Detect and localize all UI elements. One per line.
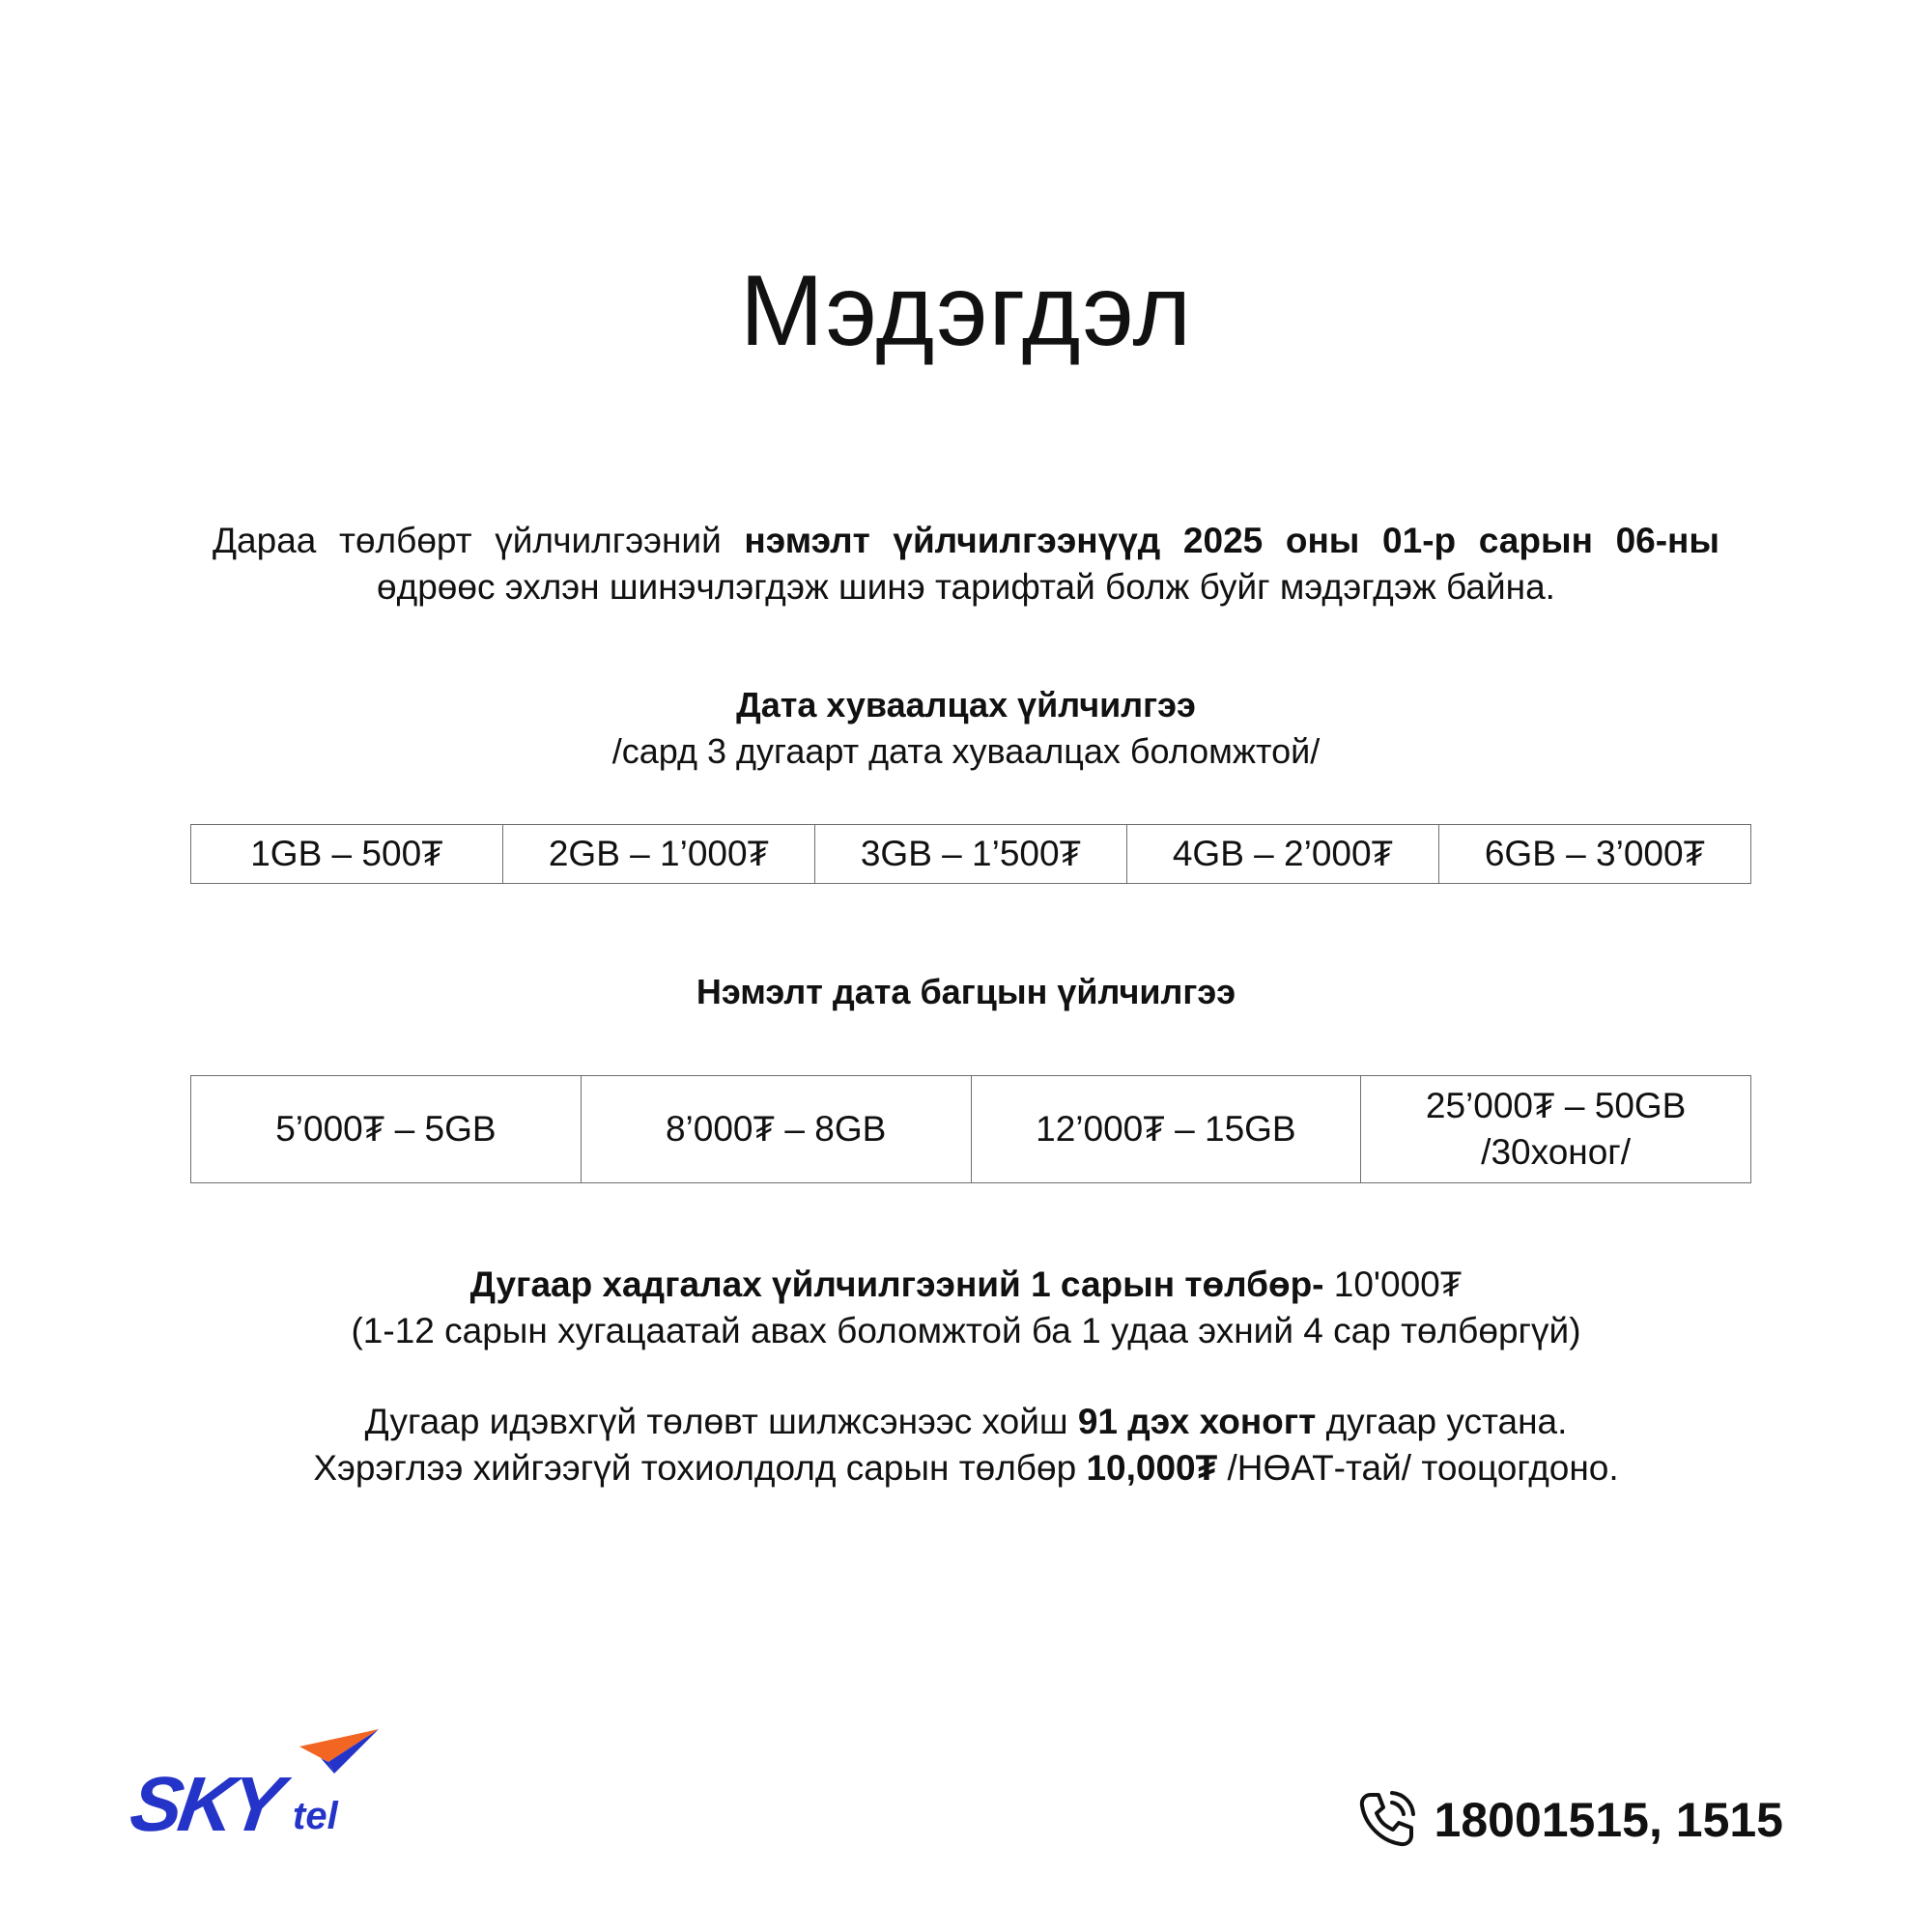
data-share-cell: 2GB – 1’000₮ [503, 825, 815, 884]
data-pack-cell [191, 1076, 582, 1183]
data-share-cell: 4GB – 2’000₮ [1127, 825, 1439, 884]
data-share-subtitle: /сард 3 дугаарт дата хуваалцах боломжтой/ [611, 731, 1321, 771]
number-keep-note: (1-12 сарын хугацаатай авах боломжтой ба 1 удаа эхний 4 сар төлбөргүй) [351, 1311, 1581, 1350]
number-keep-price: 10'000₮ [1323, 1264, 1463, 1304]
intro-line-1 [213, 518, 1719, 564]
data-share-title: Дата хуваалцах үйлчилгээ [736, 685, 1196, 724]
inactive-text: дугаар устана. [1316, 1402, 1568, 1441]
skytel-logo [125, 1729, 383, 1847]
phone-icon [1355, 1789, 1417, 1851]
pack-price: 12’000₮ – 15GB [1036, 1109, 1296, 1149]
data-pack-title: Нэмэлт дата багцын үйлчилгээ [696, 972, 1236, 1011]
paper-plane-icon [299, 1729, 379, 1774]
intro-line-2: өдрөөс эхлэн шинэчлэгдэж шинэ тарифтай болж буйг мэдэгдэж байна. [377, 567, 1555, 607]
data-pack-cell [971, 1076, 1361, 1183]
page-title: Мэдэгдэл [739, 255, 1193, 367]
inactive-text: Хэрэглээ хийгээгүй тохиолдолд сарын төлбөр [313, 1448, 1087, 1488]
inactive-fee: 10,000₮ [1086, 1448, 1218, 1488]
data-share-table [190, 824, 1751, 884]
inactive-block [0, 1399, 1932, 1492]
logo-sky-text: SKY [125, 1761, 285, 1847]
pack-price: 8’000₮ – 8GB [665, 1109, 887, 1149]
number-keep-line [0, 1262, 1932, 1308]
data-share-cell: 6GB – 3’000₮ [1439, 825, 1751, 884]
data-pack-table [190, 1075, 1751, 1183]
number-keep-block [0, 1262, 1932, 1354]
intro-highlight: нэмэлт үйлчилгээнүүд 2025 оны 01-р сарын 06-ны [744, 521, 1719, 560]
data-pack-cell [581, 1076, 971, 1183]
number-keep-label: Дугаар хадгалах үйлчилгээний 1 сарын төлбөр- [469, 1264, 1324, 1304]
phone-numbers: 18001515, 1515 [1434, 1793, 1783, 1847]
inactive-highlight: 91 дэх хоногт [1077, 1402, 1317, 1441]
logo-tel-text: tel [293, 1795, 338, 1837]
contact-phone [1355, 1789, 1783, 1851]
inactive-line-2 [0, 1445, 1932, 1492]
data-pack-cell [1361, 1076, 1751, 1183]
inactive-text: Дугаар идэвхгүй төлөвт шилжсэнээс хойш [364, 1402, 1078, 1441]
data-share-cell: 1GB – 500₮ [191, 825, 503, 884]
pack-duration: /30хоног/ [1481, 1132, 1632, 1172]
inactive-line-1 [0, 1399, 1932, 1445]
pack-price: 25’000₮ – 50GB [1425, 1086, 1687, 1125]
inactive-text: /НӨАТ-тай/ тооцогдоно. [1217, 1448, 1619, 1488]
intro-text: Дараа төлбөрт үйлчилгээний [213, 521, 745, 560]
pack-price: 5’000₮ – 5GB [275, 1109, 497, 1149]
intro-paragraph [213, 518, 1719, 611]
data-share-cell: 3GB – 1’500₮ [815, 825, 1127, 884]
